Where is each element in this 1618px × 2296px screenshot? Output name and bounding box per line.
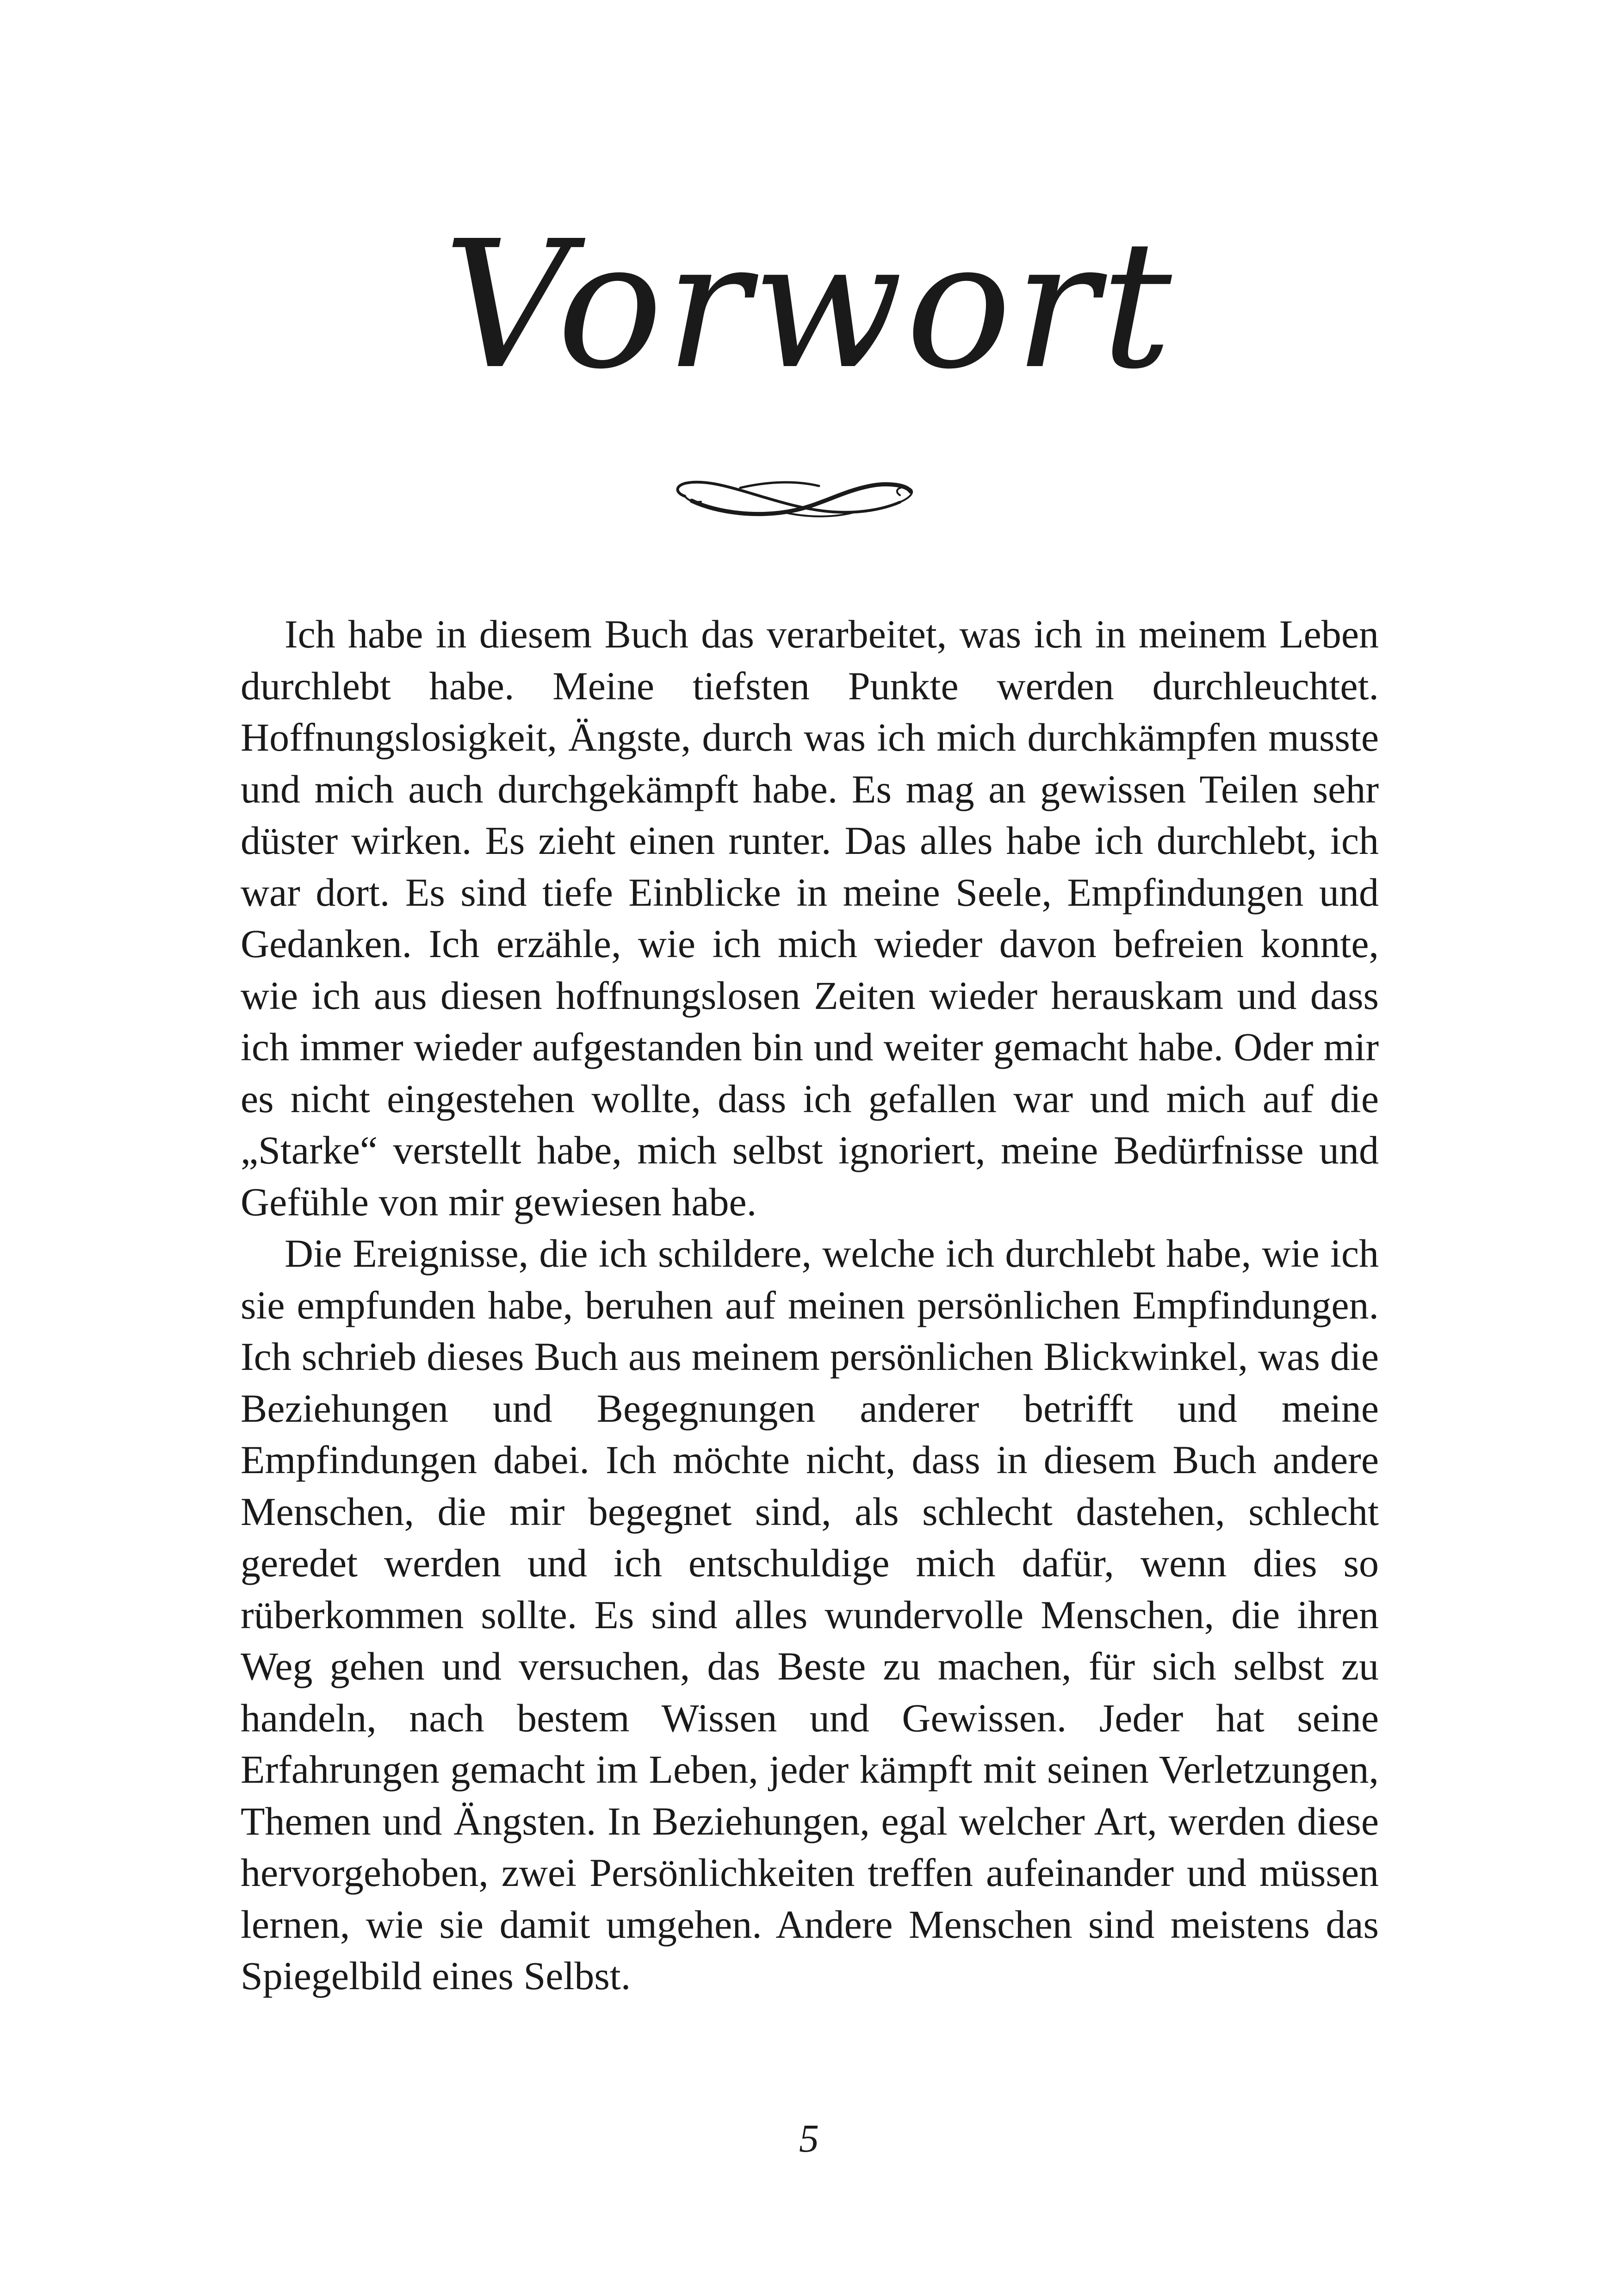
body-text [241,609,1379,2002]
flourish-ornament [666,467,925,528]
paragraph-1: Ich habe in diesem Buch das verarbeitet, was ich in meinem Leben durchlebt habe. Meine tiefsten Punkte werden durchleuchtet. Hoffnungslosigkeit, Ängste, durch was ich mich durchkämpfen musste und mich auch durchgekämpft habe. Es mag an gewissen Teilen sehr düster wirken. Es zieht einen runter. Das alles habe ich durchlebt, ich war dort. Es sind tiefe Einblicke in meine Seele, Empfindungen und Gedanken. Ich erzähle, wie ich mich wieder davon befreien konnte, wie ich aus diesen hoffnungslosen Zeiten wieder herauskam und dass ich immer wieder aufgestanden bin und weiter gemacht habe. Oder mir es nicht eingestehen wollte, dass ich gefallen war und mich auf die „Starke“ verstellt habe, mich selbst ignoriert, meine Bedürfnisse und Gefühle von mir gewiesen habe. [241,612,1379,1224]
chapter-title: Vorwort [443,203,1175,408]
page-number: 5 [799,2116,819,2160]
paragraph-2: Die Ereignisse, die ich schildere, welche ich durchlebt habe, wie ich sie empfunden habe, beruhen auf meinen persönlichen Empfindungen. Ich schrieb dieses Buch aus meinem persönlichen Blickwinkel, was die Beziehungen und Begegnungen anderer betrifft und meine Empfindungen dabei. Ich möchte nicht, dass in diesem Buch andere Menschen, die mir begegnet sind, als schlecht dastehen, schlecht geredet werden und ich entschuldige mich dafür, wenn dies so rüberkommen sollte. Es sind alles wundervolle Menschen, die ihren Weg gehen und versuchen, das Beste zu machen, für sich selbst zu handeln, nach bestem Wissen und Gewissen. Jeder hat seine Erfahrungen gemacht im Leben, jeder kämpft mit seinen Verletzungen, Themen und Ängsten. In Beziehungen, egal welcher Art, werden diese hervorgehoben, zwei Persönlichkeiten treffen aufeinander und müssen lernen, wie sie damit umgehen. Andere Menschen sind meistens das Spiegelbild eines Selbst. [241,1231,1379,1998]
